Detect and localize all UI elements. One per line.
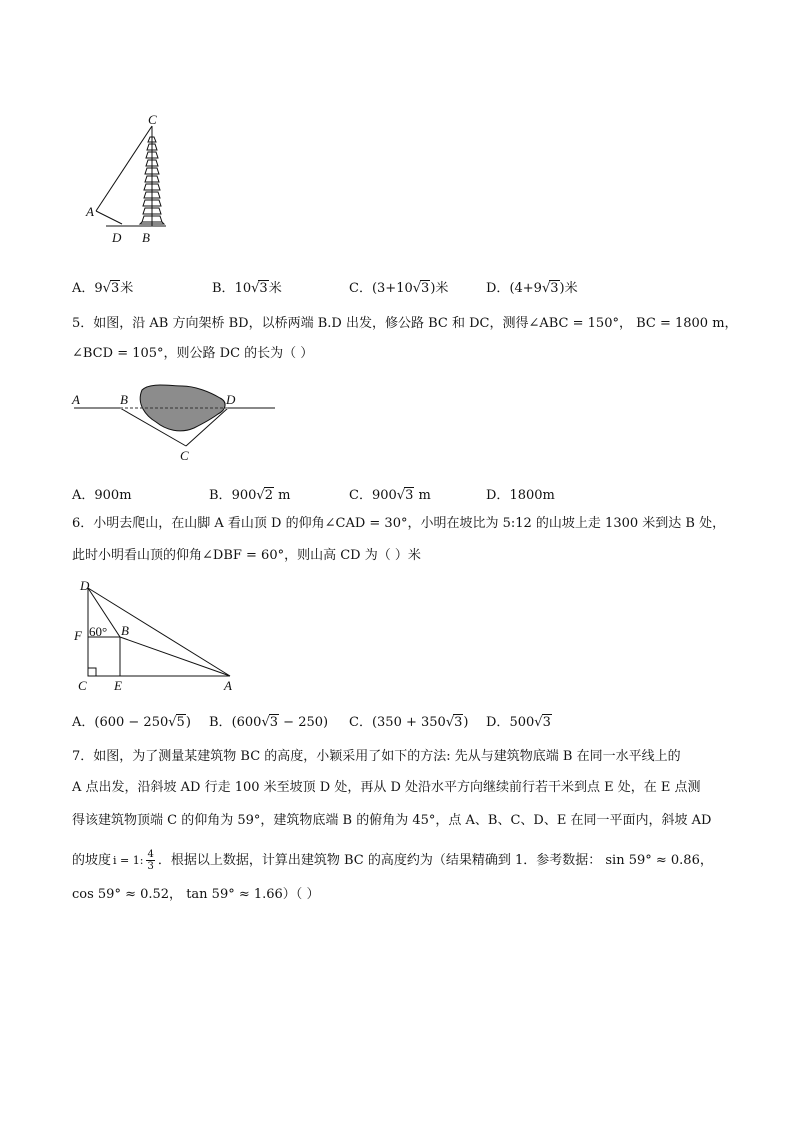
q5-question-line2: ∠BCD = 105°，则公路 DC 的长为（ ） [72, 346, 314, 361]
q7-slope-den: 3 [147, 861, 154, 872]
q6-option-b: B．(600√3 − 250) [209, 715, 329, 730]
q5-label-d: D [226, 392, 236, 407]
q5-option-a: A．900m [72, 488, 132, 503]
q4-label-c: C [148, 112, 157, 127]
q4-label-b: B [142, 230, 150, 245]
q6-label-angle: 60° [89, 624, 108, 639]
q5-question-line1: 5．如图，沿 AB 方向架桥 BD，以桥两端 B.D 出发，修公路 BC 和 DC，测得∠ABC = 150°， BC = 1800 m， [72, 316, 738, 331]
q7-question-line3: 得该建筑物顶端 C 的仰角为 59°，建筑物底端 B 的俯角为 45°，点 A、B、C、D、E 在同一平面内，斜坡 AD [72, 813, 712, 828]
q4-option-c: C．(3+10√3)米 [349, 281, 449, 296]
q7-line4-post: ．根据以上数据，计算出建筑物 BC 的高度约为（结果精确到 1．参考数据： sin 59° ≈ 0.86， [157, 852, 713, 868]
q6-option-c: C．(350 + 350√3) [349, 715, 469, 730]
q6-label-a: A [224, 678, 232, 693]
q6-label-b: B [121, 623, 129, 638]
q6-option-d: D．500√3 [486, 715, 551, 730]
q6-label-c: C [78, 678, 87, 693]
q7-question-line1: 7．如图，为了测量某建筑物 BC 的高度，小颖采用了如下的方法: 先从与建筑物底端 B 在同一水平线上的 [72, 749, 681, 764]
q5-figure [70, 380, 280, 465]
q5-label-a: A [72, 392, 80, 407]
q7-slope-num: 4 [147, 849, 154, 860]
q7-question-line2: A 点出发，沿斜坡 AD 行走 100 米至坡顶 D 处，再从 D 处沿水平方向继续前行若干米到点 E 处，在 E 点测 [72, 780, 701, 795]
q6-option-a: A．(600 − 250√5) [72, 715, 191, 730]
q7-line4-pre: 的坡度 [72, 852, 112, 868]
q5-option-c: C．900√3 m [349, 488, 431, 503]
q4-label-d: D [112, 230, 122, 245]
q5-label-b: B [120, 392, 128, 407]
q4-label-a: A [86, 204, 94, 219]
q6-label-f: F [74, 628, 82, 643]
q5-option-b: B．900√2 m [209, 488, 291, 503]
q4-figure [82, 110, 182, 250]
q5-option-d: D．1800m [486, 488, 555, 503]
q4-option-d: D．(4+9√3)米 [486, 281, 578, 296]
q7-slope-fraction [146, 849, 154, 872]
q4-option-a: A．9√3米 [72, 281, 134, 296]
q7-question-line4 [72, 849, 713, 872]
q6-figure [72, 576, 242, 696]
q7-slope-i: i = 1: [113, 853, 144, 867]
q6-question-line1: 6．小明去爬山，在山脚 A 看山顶 D 的仰角∠CAD = 30°，小明在坡比为 5:12 的山坡上走 1300 米到达 B 处， [72, 516, 726, 531]
q6-label-d: D [80, 578, 90, 593]
q6-question-line2: 此时小明看山顶的仰角∠DBF = 60°，则山高 CD 为（ ）米 [72, 548, 421, 563]
q4-option-b: B．10√3米 [212, 281, 282, 296]
q6-label-e: E [114, 678, 122, 693]
q7-question-line5: cos 59° ≈ 0.52， tan 59° ≈ 1.66）（ ） [72, 887, 320, 902]
q5-label-c: C [180, 448, 189, 463]
